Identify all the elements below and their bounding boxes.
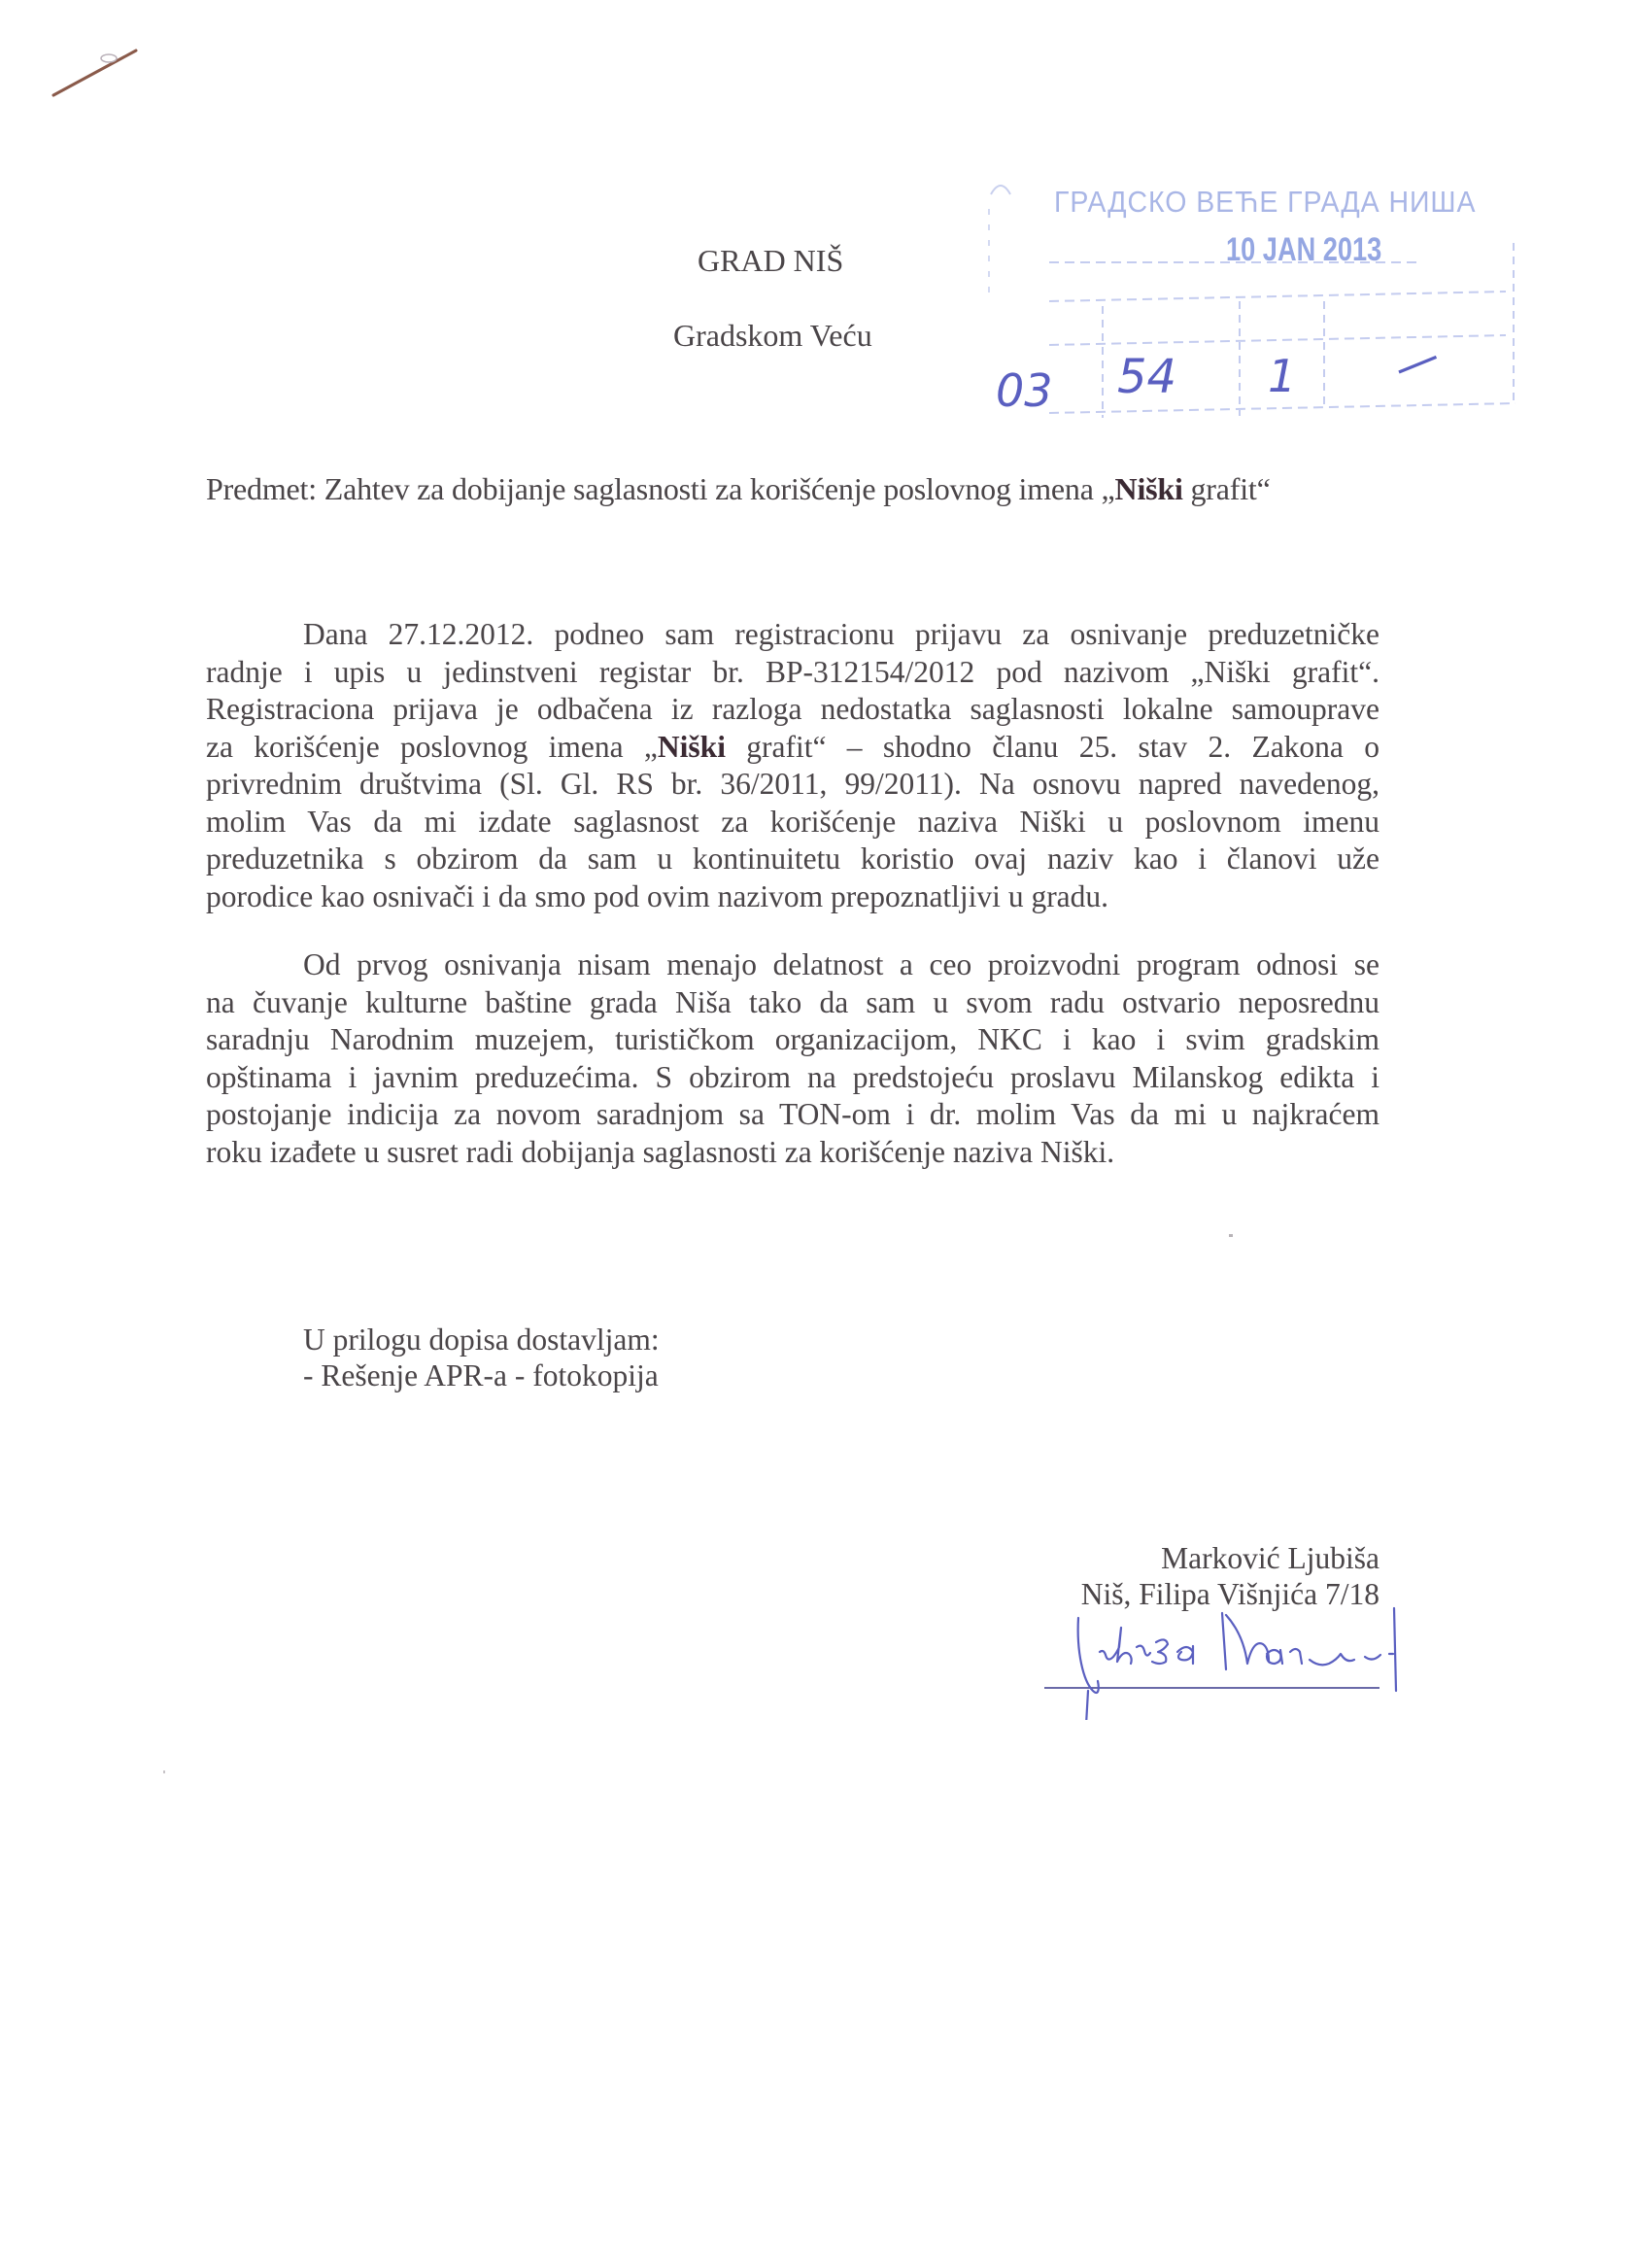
scan-speck	[163, 1770, 165, 1773]
sender-address: Niš, Filipa Višnjića 7/18	[1080, 1577, 1380, 1611]
paragraph-line: privrednim društvima (Sl. Gl. RS br. 36/2011, 99/2011). Na osnovu napred navedenog,	[206, 767, 1380, 801]
subject-suffix: grafit“	[1182, 471, 1271, 506]
subject-bold-name: Niški	[1114, 471, 1183, 506]
paragraph-line: molim Vas da mi izdate saglasnost za korišćenje naziva Niški u poslovnom imenu	[206, 804, 1380, 839]
line-start: za korišćenje poslovnog imena „	[206, 729, 658, 764]
scan-speck	[1229, 1234, 1233, 1237]
body-paragraph-1	[206, 616, 1380, 915]
subject-line	[206, 471, 1271, 507]
stamp-date: 10 JAN 2013	[1226, 231, 1382, 268]
recipient-council: Gradskom Veću	[673, 318, 872, 353]
paragraph-line: Dana 27.12.2012. podneo sam registracionu prijavu za osnivanje preduzetničke	[303, 617, 1380, 651]
paragraph-line: opštinama i javnim preduzećima. S obzirom na predstojeću proslavu Milanskog edikta i	[206, 1059, 1380, 1094]
attachment-item: - Rešenje APR-a - fotokopija	[303, 1358, 659, 1392]
paragraph-line: Od prvog osnivanja nisam menajo delatnost a ceo proizvodni program odnosi se	[303, 947, 1380, 981]
paragraph-line: porodice kao osnivači i da smo pod ovim nazivom prepoznatljivi u gradu.	[206, 878, 1109, 913]
attachments-block	[303, 1322, 660, 1393]
recipient-city: GRAD NIŠ	[698, 243, 844, 278]
stamp-field-4: —	[1385, 328, 1448, 395]
line-end: grafit“ – shodno članu 25. stav 2. Zakona o	[725, 729, 1380, 764]
stamp-field-3: 1	[1268, 350, 1297, 402]
body-paragraph-2	[206, 946, 1380, 1171]
paragraph-line: Registraciona prijava je odbačena iz razloga nedostatka saglasnosti lokalne samouprave	[206, 692, 1380, 726]
subject-prefix: Predmet: Zahtev za dobijanje saglasnosti za korišćenje poslovnog imena „	[206, 471, 1115, 506]
attachments-intro: U prilogu dopisa dostavljam:	[303, 1323, 660, 1357]
sender-name: Marković Ljubiša	[1161, 1541, 1380, 1575]
paragraph-line: roku izađete u susret radi dobijanja saglasnosti za korišćenje naziva Niški.	[206, 1134, 1115, 1169]
pen-mark	[39, 29, 146, 107]
paragraph-line	[206, 729, 1380, 767]
paragraph-line: radnje i upis u jedinstveni registar br. BP-312154/2012 pod nazivom „Niški grafit“.	[206, 654, 1380, 689]
stamp-field-1: 03	[996, 364, 1053, 417]
paragraph-line: postojanje indicija za novom saradnjom sa TON-om i dr. molim Vas da mi u najkraćem	[206, 1097, 1380, 1131]
bold-name: Niški	[657, 729, 726, 764]
handwritten-signature	[1039, 1545, 1525, 1720]
paragraph-line: preduzetnika s obzirom da sam u kontinuitetu koristio ovaj naziv kao i članovi uže	[206, 842, 1380, 876]
stamp-institution: ГРАДСКО ВЕЋЕ ГРАДА НИША	[1054, 185, 1477, 219]
registry-stamp	[962, 155, 1525, 437]
paragraph-line: saradnju Narodnim muzejem, turističkom organizacijom, NKC i kao i svim gradskim	[206, 1022, 1380, 1056]
stamp-field-2: 54	[1117, 350, 1177, 404]
paragraph-line: na čuvanje kulturne baštine grada Niša tako da sam u svom radu ostvario neposrednu	[206, 984, 1380, 1019]
